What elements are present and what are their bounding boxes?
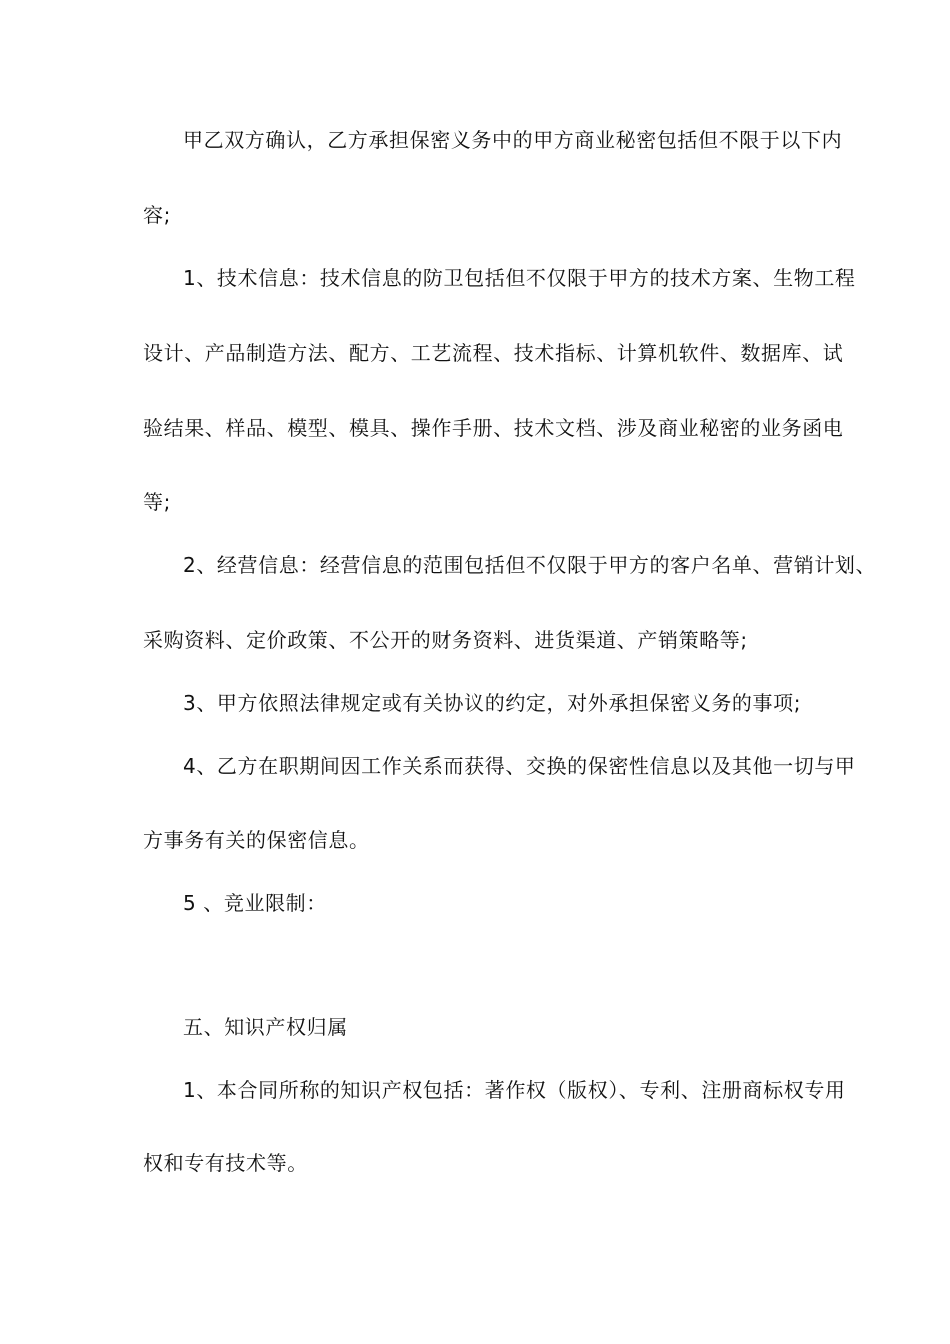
paragraph-line: 权和专有技术等。 — [143, 1151, 308, 1175]
paragraph-line: 采购资料、定价政策、不公开的财务资料、进货渠道、产销策略等; — [143, 628, 748, 652]
paragraph-line: 1、本合同所称的知识产权包括：著作权（版权）、专利、注册商标权专用 — [183, 1078, 846, 1102]
paragraph-line: 5 、竞业限制： — [183, 891, 327, 915]
section-heading: 五、知识产权归属 — [183, 1015, 348, 1039]
paragraph-line: 3、甲方依照法律规定或有关协议的约定，对外承担保密义务的事项; — [183, 691, 802, 715]
paragraph-line: 容; — [143, 203, 171, 227]
paragraph-line: 4、乙方在职期间因工作关系而获得、交换的保密性信息以及其他一切与甲 — [183, 754, 856, 778]
paragraph-line: 1、技术信息：技术信息的防卫包括但不仅限于甲方的技术方案、生物工程 — [183, 266, 856, 290]
paragraph-line: 2、经营信息：经营信息的范围包括但不仅限于甲方的客户名单、营销计划、 — [183, 553, 877, 577]
paragraph-line: 验结果、样品、模型、模具、操作手册、技术文档、涉及商业秘密的业务函电 — [143, 416, 844, 440]
paragraph-line: 等; — [143, 490, 171, 514]
paragraph-line: 设计、产品制造方法、配方、工艺流程、技术指标、计算机软件、数据库、试 — [143, 341, 844, 365]
paragraph-line: 方事务有关的保密信息。 — [143, 828, 370, 852]
paragraph-line: 甲乙双方确认，乙方承担保密义务中的甲方商业秘密包括但不限于以下内 — [183, 128, 843, 152]
